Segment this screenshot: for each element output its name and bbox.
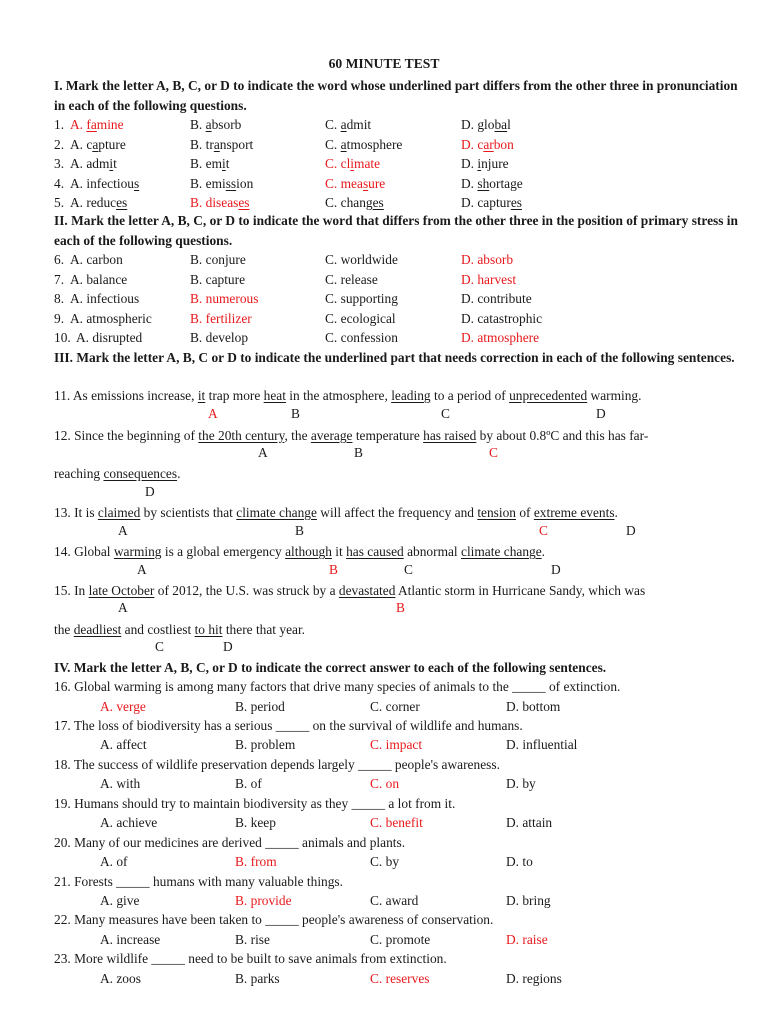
question-18: 18. The success of wildlife preservation depends largely _____ people's awareness. [54, 756, 500, 772]
option-b: B. conjure [190, 252, 246, 267]
option-d: D. harvest [461, 271, 517, 287]
option-a: A. increase [100, 931, 161, 947]
option-b: B. develop [190, 330, 249, 346]
option-d: D. to [506, 854, 533, 870]
option-d: D. injure [461, 156, 509, 172]
question-number: 10. [54, 330, 71, 346]
q14-letter-b: B [329, 562, 338, 577]
q13-letter-d: D [626, 523, 636, 538]
option-c: C. corner [370, 698, 420, 714]
option-a: A. capture [70, 136, 126, 152]
option-a: A. infectious [70, 175, 140, 191]
q15-letter-d: D [223, 639, 233, 654]
option-d: D. contribute [461, 291, 532, 307]
option-d: D. atmosphere [461, 330, 540, 346]
q15-letter-a: A [118, 600, 128, 615]
question-number: 4. [54, 175, 65, 191]
option-b: B. fertilizer [190, 310, 252, 326]
q11-letter-c: C [441, 406, 450, 421]
question-14: 14. Global warming is a global emergency although it has caused abnormal climate change. [54, 544, 546, 559]
option-c: C. changes [325, 195, 384, 211]
option-b: B. transport [190, 136, 254, 152]
question-12-cont: reaching consequences. [54, 466, 181, 481]
option-d: D. by [506, 776, 536, 792]
option-d: D. raise [506, 931, 548, 947]
question-20: 20. Many of our medicines are derived _____ animals and plants. [54, 834, 406, 850]
option-d: D. attain [506, 815, 553, 831]
option-b: B. diseases [190, 195, 250, 211]
option-b: B. period [235, 698, 285, 714]
option-a: A. admit [70, 156, 117, 172]
q11-letter-a: A [208, 406, 218, 421]
option-c: C. admit [325, 117, 372, 132]
option-b: B. capture [190, 271, 246, 287]
option-a: A. atmospheric [70, 310, 152, 326]
option-b: B. of [235, 776, 262, 792]
option-c: C. ecological [325, 310, 396, 326]
question-number: 3. [54, 156, 65, 172]
option-b: B. keep [235, 815, 276, 831]
question-23: 23. More wildlife _____ need to be built to save animals from extinction. [54, 951, 447, 967]
q12-letter-d: D [145, 484, 155, 499]
question-19: 19. Humans should try to maintain biodiversity as they _____ a lot from it. [54, 795, 456, 811]
question-number: 7. [54, 271, 65, 287]
question-number: 9. [54, 310, 65, 326]
option-c: C. on [370, 776, 400, 792]
question-22: 22. Many measures have been taken to _____ people's awareness of conservation. [54, 912, 494, 928]
option-d: D. carbon [461, 136, 514, 152]
option-a: A. achieve [100, 815, 158, 831]
question-number: 1. [54, 117, 65, 132]
option-c: C. reserves [370, 970, 430, 986]
option-a: A. carbon [70, 252, 123, 267]
option-c: C. impact [370, 737, 423, 753]
q12-letter-b: B [354, 445, 363, 460]
q14-letter-c: C [404, 562, 413, 577]
option-d: D. regions [506, 970, 562, 986]
option-b: B. parks [235, 970, 280, 986]
q12-letter-a: A [258, 445, 268, 460]
option-d: D. catastrophic [461, 310, 543, 326]
section-4-instructions: IV. Mark the letter A, B, C, or D to indicate the correct answer to each of the following sentences. [54, 660, 607, 675]
question-21: 21. Forests _____ humans with many valuable things. [54, 873, 343, 889]
option-c: C. supporting [325, 291, 398, 307]
question-number: 5. [54, 195, 65, 211]
option-a: A. with [100, 776, 141, 792]
question-11: 11. As emissions increase, it trap more heat in the atmosphere, leading to a period of unprecedented warming. [54, 388, 642, 403]
option-d: D. absorb [461, 252, 514, 267]
question-15: 15. In late October of 2012, the U.S. was struck by a devastated Atlantic storm in Hurricane Sandy, which was [54, 583, 646, 598]
option-b: B. emit [190, 156, 230, 172]
question-15-cont: the deadliest and costliest to hit there that year. [54, 622, 306, 637]
option-c: C. award [370, 893, 419, 908]
option-b: B. rise [235, 931, 270, 947]
section-2-instructions: II. Mark the letter A, B, C, or D to indicate the word that differs from the other three in the position of primary stress in each of the following questions. [54, 213, 738, 248]
question-number: 8. [54, 291, 65, 307]
option-d: D. global [461, 117, 511, 132]
option-d: D. bring [506, 893, 551, 908]
option-c: C. confession [325, 330, 398, 346]
option-c: C. measure [325, 175, 386, 191]
q13-letter-c: C [539, 523, 548, 538]
option-b: B. numerous [190, 291, 259, 307]
option-b: B. emission [190, 175, 254, 191]
option-c: C. climate [325, 156, 381, 172]
option-a: A. of [100, 854, 128, 870]
option-b: B. from [235, 854, 277, 870]
question-12: 12. Since the beginning of the 20th century, the average temperature has raised by about 0.8ºC and this has far- [54, 428, 649, 443]
option-c: C. worldwide [325, 252, 398, 267]
section-1-instructions: I. Mark the letter A, B, C, or D to indicate the word whose underlined part differs from the other three in pronunciation in each of the following questions. [54, 78, 738, 113]
option-c: C. benefit [370, 815, 423, 831]
section-3-instructions: III. Mark the letter A, B, C or D to indicate the underlined part that needs correction in each of the following sentences. [54, 350, 735, 365]
option-a: A. famine [70, 117, 124, 132]
option-a: A. zoos [100, 970, 141, 986]
q14-letter-a: A [137, 562, 147, 577]
option-d: D. captures [461, 195, 522, 211]
option-c: C. atmosphere [325, 136, 403, 152]
option-a: A. reduces [70, 195, 128, 211]
q11-letter-b: B [291, 406, 300, 421]
q11-letter-d: D [596, 406, 606, 421]
question-17: 17. The loss of biodiversity has a serious _____ on the survival of wildlife and humans. [54, 717, 523, 733]
question-number: 6. [54, 252, 65, 267]
option-a: A. verge [100, 698, 146, 714]
question-16: 16. Global warming is among many factors that drive many species of animals to the _____ of extinction. [54, 679, 621, 694]
page-title: 60 MINUTE TEST [328, 56, 440, 71]
question-number: 2. [54, 136, 65, 152]
option-a: A. affect [100, 737, 147, 753]
option-a: A. balance [70, 271, 128, 287]
option-a: A. give [100, 893, 140, 908]
question-13: 13. It is claimed by scientists that climate change will affect the frequency and tension of extreme events. [54, 505, 618, 520]
option-a: A. infectious [70, 291, 140, 307]
option-d: D. shortage [461, 175, 523, 191]
option-c: C. by [370, 854, 400, 870]
q12-letter-c: C [489, 445, 498, 460]
q15-letter-b: B [396, 600, 405, 615]
option-c: C. promote [370, 931, 431, 947]
q13-letter-b: B [295, 523, 304, 538]
q14-letter-d: D [551, 562, 561, 577]
q15-letter-c: C [155, 639, 164, 654]
option-b: B. provide [235, 893, 292, 908]
option-b: B. absorb [190, 117, 242, 132]
option-a: A. disrupted [76, 330, 143, 346]
option-d: D. bottom [506, 698, 561, 714]
q13-letter-a: A [118, 523, 128, 538]
option-c: C. release [325, 271, 378, 287]
option-d: D. influential [506, 737, 578, 753]
option-b: B. problem [235, 737, 296, 753]
